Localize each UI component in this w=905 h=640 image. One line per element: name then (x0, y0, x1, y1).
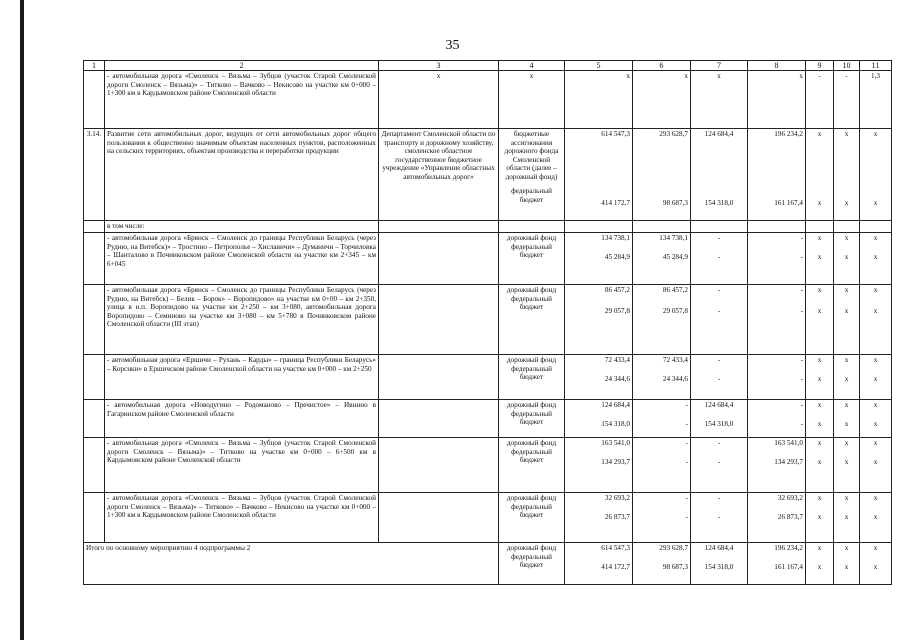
value-v7-1: 154 318,0 (704, 198, 734, 207)
row-number (84, 493, 105, 543)
value-v5-1: 26 873,7 (604, 512, 630, 521)
cell-v11 (860, 493, 892, 543)
cell-v10 (834, 221, 860, 233)
value-v5-1: 45 284,9 (604, 252, 630, 261)
cell-v8 (748, 355, 806, 400)
value-v9-0: - (818, 72, 821, 81)
row-executor (379, 221, 499, 233)
value-v11-1: х (873, 306, 878, 315)
source-1: федеральный бюджет (511, 187, 552, 204)
value-v9-1: х (817, 457, 822, 466)
table-row (84, 129, 892, 221)
cell-v7 (691, 355, 748, 400)
value-v7-0: - (717, 356, 721, 365)
cell-v6 (633, 438, 691, 493)
value-v10-0: х (844, 234, 849, 243)
cell-v8 (748, 285, 806, 355)
value-v11-1: х (873, 198, 878, 207)
value-v6-0: - (685, 494, 688, 503)
cell-v6 (633, 400, 691, 438)
value-v11-1: х (873, 419, 878, 428)
source-0: дорожный фонд (506, 439, 557, 448)
source-0: дорожный фонд (506, 286, 557, 295)
table-row (84, 400, 892, 438)
total-value-v10-0: х (844, 544, 849, 553)
value-v10-1: х (844, 306, 849, 315)
cell-v11 (860, 355, 892, 400)
value-v9-1: х (817, 252, 822, 261)
value-v5-1: 29 057,8 (604, 306, 630, 315)
value-v10-1: х (844, 457, 849, 466)
value-v10-1: х (844, 512, 849, 521)
cell-v5 (565, 221, 633, 233)
value-v11-1: х (873, 512, 878, 521)
row-source (499, 221, 565, 233)
cell-v7 (691, 438, 748, 493)
source-1: федеральный бюджет (511, 502, 552, 520)
cell-v8 (748, 493, 806, 543)
value-v10-0: х (844, 286, 849, 295)
value-v5-1: 414 172,7 (601, 198, 630, 207)
cell-v6 (633, 493, 691, 543)
value-v7-0: - (717, 286, 721, 295)
value-v10-0: х (844, 494, 849, 503)
total-value-v7-1: 154 318,0 (704, 562, 734, 571)
cell-v7 (691, 285, 748, 355)
value-v8-1: 161 167,4 (774, 198, 803, 207)
value-v10-0: х (844, 130, 849, 139)
value-v10-0: х (844, 439, 849, 448)
cell-v11 (860, 221, 892, 233)
cell-v10 (834, 285, 860, 355)
cell-v6 (633, 355, 691, 400)
cell-v8 (748, 233, 806, 285)
cell-v11 (860, 71, 892, 129)
value-v11-0: х (873, 356, 878, 365)
value-v6-0: х (684, 72, 688, 81)
value-v5-0: 32 693,2 (604, 494, 630, 503)
total-label: Итого по основному мероприятию 4 подпрограммы 2 (84, 543, 499, 585)
budget-table (83, 60, 892, 585)
value-v7-0: - (717, 439, 721, 448)
cell-v10 (834, 129, 860, 221)
value-v10-1: х (844, 252, 849, 261)
value-v9-1: х (817, 419, 822, 428)
row-source (499, 233, 565, 285)
cell-v9 (806, 129, 834, 221)
cell-v5 (565, 438, 633, 493)
cell-v10 (834, 400, 860, 438)
source-1: федеральный бюджет (511, 294, 552, 312)
value-v7-0: 124 684,4 (704, 401, 734, 410)
source-1: федеральный бюджет (511, 364, 552, 382)
total-value-v11-0: х (873, 544, 878, 553)
table-row (84, 493, 892, 543)
cell-v7 (691, 129, 748, 221)
cell-v10 (834, 493, 860, 543)
value-v7-1: 154 318,0 (704, 419, 734, 428)
total-value-v7-0: 124 684,4 (704, 544, 734, 553)
value-v8-1: 134 293,7 (774, 457, 803, 466)
total-cell-v9 (806, 543, 834, 585)
total-value-v9-0: х (817, 544, 822, 553)
row-description: - автомобильная дорога «Смоленск – Вязьма – Зубцов (участок Старой Смоленской дороги Смоленск – Вязьма)» – Титково на участке км 0+000 – 6+500 км в Кардымовском районе Смоленской области (105, 438, 379, 493)
total-value-v5-1: 414 172,7 (601, 562, 630, 571)
total-source-1: федеральный бюджет (511, 552, 552, 570)
value-v8-0: 163 541,0 (774, 439, 803, 448)
row-executor (379, 355, 499, 400)
header-cell-4: 4 (499, 61, 565, 71)
total-value-v8-0: 196 234,2 (774, 544, 803, 553)
cell-v5 (565, 493, 633, 543)
table-row (84, 438, 892, 493)
value-v6-1: - (685, 457, 688, 466)
value-v6-1: 29 057,8 (662, 306, 688, 315)
cell-v8 (748, 129, 806, 221)
row-source (499, 400, 565, 438)
cell-v9 (806, 285, 834, 355)
cell-v7 (691, 233, 748, 285)
value-v8-0: 32 693,2 (777, 494, 803, 503)
table-row (84, 285, 892, 355)
value-v8-0: - (800, 401, 803, 410)
cell-v6 (633, 233, 691, 285)
row-executor: х (379, 71, 499, 129)
value-v8-0: х (799, 72, 803, 81)
total-source-0: дорожный фонд (506, 544, 557, 553)
value-v11-1: х (873, 457, 878, 466)
value-v6-0: - (685, 401, 688, 410)
header-cell-1: 1 (84, 61, 105, 71)
value-v7-0: х (717, 72, 721, 81)
row-source (499, 71, 565, 129)
cell-v10 (834, 355, 860, 400)
value-v5-0: 72 433,4 (604, 356, 630, 365)
row-executor (379, 285, 499, 355)
header-cell-6: 6 (633, 61, 691, 71)
value-v9-1: х (817, 198, 822, 207)
cell-v9 (806, 355, 834, 400)
value-v8-1: - (800, 419, 803, 428)
row-description: - автомобильная дорога «Новодугино – Родоманово – Пречистое» – Ивнино в Гагаринском районе Смоленской области (105, 400, 379, 438)
row-description: в том числе: (105, 221, 379, 233)
row-description: - автомобильная дорога «Смоленск – Вязьма – Зубцов (участок Старой Смоленской дороги Смоленск – Вязьма)» – Титково – Вачково – Некисово на участке км 0+000 – 1+300 км в Кардымовском районе Смоленской области (105, 71, 379, 129)
value-v5-0: х (626, 72, 630, 81)
value-v8-1: - (800, 374, 803, 383)
value-v7-1: - (717, 512, 721, 521)
row-number (84, 400, 105, 438)
value-v7-1: - (717, 306, 721, 315)
source-0: дорожный фонд (506, 401, 557, 410)
header-cell-5: 5 (565, 61, 633, 71)
cell-v11 (860, 233, 892, 285)
total-value-v6-1: 98 687,3 (662, 562, 688, 571)
row-description: - автомобильная дорога «Брянск – Смоленск до границы Республики Беларусь (через Рудню, на Витебск) – Белик – Борок» – Воропидово» на участке км 0+00 – км 2+350, улица в н.п. Воропидово на участке км 2+250 – км 3+080, автомобильная дорога Воропидово – Семиново на участке км 3+080 – км 5+780 в Починковском районе Смоленской области (III этап) (105, 285, 379, 355)
value-v9-1: х (817, 374, 822, 383)
value-v11-0: х (873, 234, 878, 243)
cell-v9 (806, 438, 834, 493)
source-0: х (529, 72, 534, 81)
total-cell-v5 (565, 543, 633, 585)
total-value-v8-1: 161 167,4 (774, 562, 803, 571)
value-v11-0: х (873, 286, 878, 295)
source-1: федеральный бюджет (511, 447, 552, 465)
value-v6-1: 24 344,6 (662, 374, 688, 383)
header-cell-9: 9 (806, 61, 834, 71)
value-v7-0: 124 684,4 (704, 130, 734, 139)
value-v11-0: х (873, 494, 878, 503)
value-v7-1: - (717, 374, 721, 383)
value-v10-0: х (844, 356, 849, 365)
cell-v9 (806, 400, 834, 438)
table-body (84, 61, 892, 585)
value-v7-1: - (717, 457, 721, 466)
value-v6-0: 86 457,2 (662, 286, 688, 295)
value-v11-1: х (873, 374, 878, 383)
cell-v8 (748, 400, 806, 438)
value-v9-0: х (817, 130, 822, 139)
row-number: 3.14. (84, 129, 105, 221)
value-v11-0: х (873, 130, 878, 139)
row-executor (379, 438, 499, 493)
row-number (84, 221, 105, 233)
table-row (84, 221, 892, 233)
value-v8-0: - (800, 356, 803, 365)
value-v6-1: - (685, 512, 688, 521)
cell-v5 (565, 355, 633, 400)
value-v6-1: 98 687,3 (662, 198, 688, 207)
value-v8-0: - (800, 286, 803, 295)
row-number (84, 438, 105, 493)
cell-v5 (565, 129, 633, 221)
cell-v9 (806, 233, 834, 285)
row-source (499, 438, 565, 493)
value-v6-0: 293 628,7 (659, 130, 688, 139)
cell-v10 (834, 233, 860, 285)
table-row (84, 355, 892, 400)
value-v8-1: - (800, 252, 803, 261)
header-cell-7: 7 (691, 61, 748, 71)
cell-v6 (633, 285, 691, 355)
row-description: - автомобильная дорога «Брянск – Смоленск до границы Республики Беларусь (через Рудню, на Витебск)» – Тростино – Петрополье – Хиславичи» – Думаничи – Торчиловка – Шанталово в Починковском районе Смоленской области на участке км 2+345 – км 6+045 (105, 233, 379, 285)
header-cell-2: 2 (105, 61, 379, 71)
table-row (84, 233, 892, 285)
cell-v8 (748, 71, 806, 129)
source-0: бюджетные ассигнования дорожного фонда Смоленской области (далее – дорожный фонд) (504, 130, 559, 181)
value-v10-1: х (844, 419, 849, 428)
cell-v9 (806, 221, 834, 233)
row-description: - автомобильная дорога «Ершичи – Рухань – Карды» – граница Республики Беларусь» – Корсики» в Ершичском районе Смоленской области на участке км 0+000 – км 2+250 (105, 355, 379, 400)
total-cell-v8 (748, 543, 806, 585)
table-row (84, 71, 892, 129)
total-source (499, 543, 565, 585)
cell-v5 (565, 400, 633, 438)
cell-v9 (806, 493, 834, 543)
row-description: Развитие сети автомобильных дорог, ведущих от сети автомобильных дорог общего пользования к общественно значимым объектам населенных пунктов, расположенных на сельских территориях, объектам производства и переработки продукции (105, 129, 379, 221)
value-v6-0: 72 433,4 (662, 356, 688, 365)
row-executor (379, 400, 499, 438)
value-v8-0: - (800, 234, 803, 243)
total-value-v10-1: х (844, 562, 849, 571)
cell-v10 (834, 71, 860, 129)
value-v7-0: - (717, 494, 721, 503)
source-1: федеральный бюджет (511, 409, 552, 427)
value-v8-1: 26 873,7 (777, 512, 803, 521)
cell-v9 (806, 71, 834, 129)
cell-v7 (691, 400, 748, 438)
total-value-v9-1: х (817, 562, 822, 571)
value-v10-0: х (844, 401, 849, 410)
cell-v8 (748, 221, 806, 233)
value-v6-0: 134 738,1 (659, 234, 688, 243)
row-source (499, 285, 565, 355)
cell-v5 (565, 233, 633, 285)
value-v6-0: - (685, 439, 688, 448)
cell-v10 (834, 438, 860, 493)
cell-v5 (565, 285, 633, 355)
source-1: федеральный бюджет (511, 242, 552, 260)
value-v8-1: - (800, 306, 803, 315)
value-v5-1: 24 344,6 (604, 374, 630, 383)
source-0: дорожный фонд (506, 356, 557, 365)
cell-v8 (748, 438, 806, 493)
value-v9-1: х (817, 306, 822, 315)
header-cell-3: 3 (379, 61, 499, 71)
value-v9-0: х (817, 439, 822, 448)
total-value-v11-1: х (873, 562, 878, 571)
header-cell-10: 10 (834, 61, 860, 71)
cell-v6 (633, 221, 691, 233)
value-v5-1: 134 293,7 (601, 457, 630, 466)
value-v11-0: х (873, 439, 878, 448)
total-value-v5-0: 614 547,3 (601, 544, 630, 553)
value-v10-1: х (844, 198, 849, 207)
header-row (84, 61, 892, 71)
row-executor: Департамент Смоленской области по транспорту и дорожному хозяйству, смоленское областное государственное бюджетное учреждение «Управление областных автомобильных дорог» (379, 129, 499, 221)
value-v5-0: 86 457,2 (604, 286, 630, 295)
value-v9-0: х (817, 234, 822, 243)
cell-v11 (860, 438, 892, 493)
value-v5-0: 134 738,1 (601, 234, 630, 243)
value-v9-0: х (817, 494, 822, 503)
total-row (84, 543, 892, 585)
value-v8-0: 196 234,2 (774, 130, 803, 139)
total-cell-v10 (834, 543, 860, 585)
cell-v6 (633, 129, 691, 221)
value-v5-0: 124 684,4 (601, 401, 630, 410)
value-v5-0: 614 547,3 (601, 130, 630, 139)
value-v7-1: - (717, 252, 721, 261)
total-cell-v7 (691, 543, 748, 585)
value-v9-0: х (817, 401, 822, 410)
value-v5-1: 154 318,0 (601, 419, 630, 428)
total-value-v6-0: 293 628,7 (659, 544, 688, 553)
page-number: 35 (445, 38, 460, 53)
source-0: дорожный фонд (506, 494, 557, 503)
row-source (499, 355, 565, 400)
total-cell-v6 (633, 543, 691, 585)
value-v9-0: х (817, 286, 822, 295)
source-0: дорожный фонд (506, 234, 557, 243)
value-v9-0: х (817, 356, 822, 365)
value-v7-0: - (717, 234, 721, 243)
header-cell-8: 8 (748, 61, 806, 71)
cell-v11 (860, 400, 892, 438)
cell-v7 (691, 221, 748, 233)
value-v6-1: 45 284,9 (662, 252, 688, 261)
row-number (84, 233, 105, 285)
value-v10-0: - (845, 72, 848, 81)
row-executor (379, 233, 499, 285)
row-number (84, 355, 105, 400)
cell-v11 (860, 129, 892, 221)
value-v11-0: х (873, 401, 878, 410)
value-v9-1: х (817, 512, 822, 521)
header-cell-11: 11 (860, 61, 892, 71)
cell-v7 (691, 71, 748, 129)
cell-v7 (691, 493, 748, 543)
row-number (84, 71, 105, 129)
total-cell-v11 (860, 543, 892, 585)
value-v11-0: 1,3 (871, 72, 880, 81)
value-v10-1: х (844, 374, 849, 383)
value-v11-1: х (873, 252, 878, 261)
row-source (499, 129, 565, 221)
cell-v6 (633, 71, 691, 129)
value-v5-0: 163 541,0 (601, 439, 630, 448)
row-number (84, 285, 105, 355)
row-source (499, 493, 565, 543)
page-margin-bar (20, 0, 24, 640)
cell-v5 (565, 71, 633, 129)
cell-v11 (860, 285, 892, 355)
value-v6-1: - (685, 419, 688, 428)
row-executor (379, 493, 499, 543)
row-description: - автомобильная дорога «Смоленск – Вязьма – Зубцов (участок Старой Смоленской дороги Смоленск – Вязьма)» – Титково» – Вачково – Некисово на участке км 0+000 – 1+300 км в Кардымовском районе Смоленской области (105, 493, 379, 543)
